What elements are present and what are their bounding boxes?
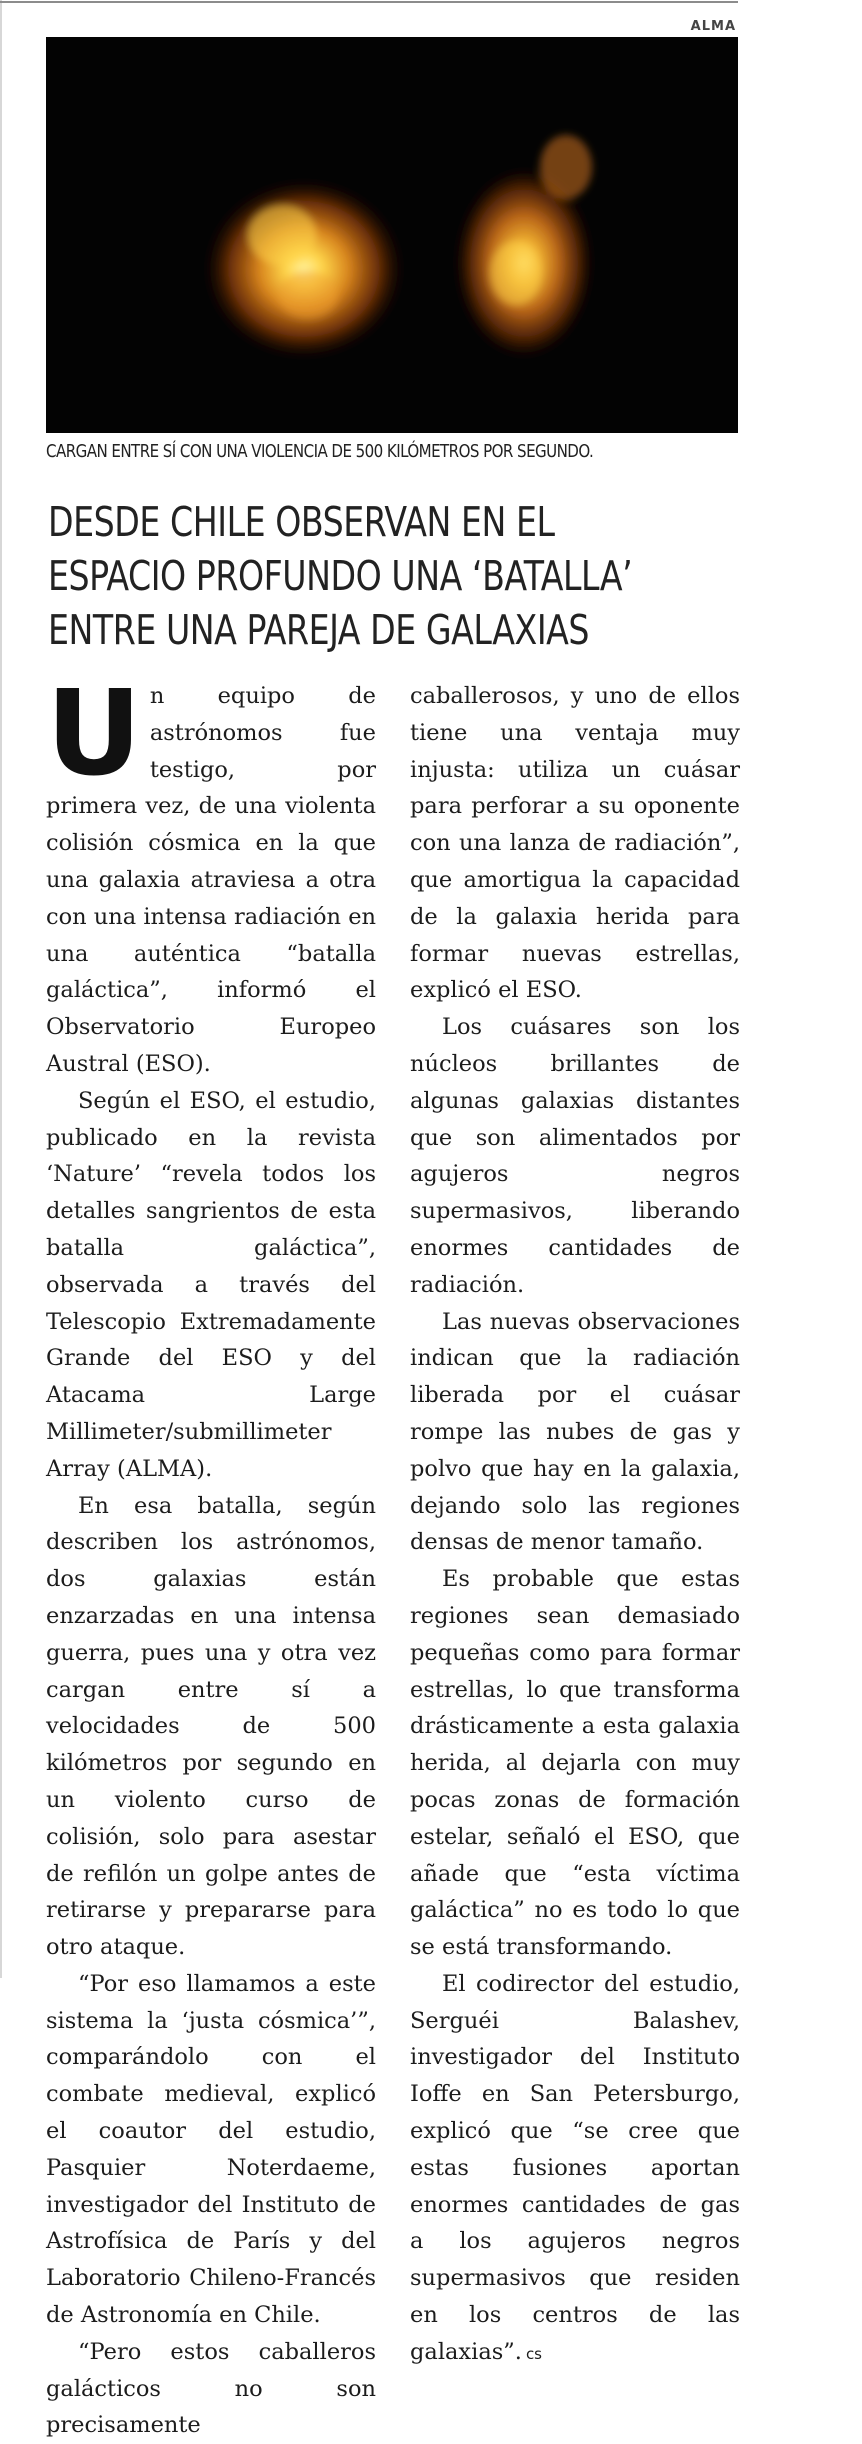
- galaxy-left: [204, 179, 404, 359]
- headline-line-2: ESPACIO PROFUNDO UNA ‘BATALLA’: [48, 552, 633, 600]
- article-column-left: [46, 664, 376, 2444]
- galaxies-image: [46, 37, 738, 433]
- top-rule: [0, 1, 738, 3]
- article-paragraph: [410, 1966, 740, 2373]
- article-paragraph: caballerosos, y uno de ellos tiene una ventaja muy injusta: utiliza un cuásar para perforar a su oponente con una lanza de radiación”, que amortigua la capacidad de la galaxia herida para formar nuevas estrellas, explicó el ESO.: [410, 683, 740, 1004]
- drop-cap: U: [46, 664, 142, 802]
- article-paragraph: Los cuásares son los núcleos brillantes de algunas galaxias distantes que son alimentados por agujeros negros supermasivos, liberando enormes cantidades de radiación.: [410, 1014, 740, 1298]
- paragraph-text: n equipo de astrónomos fue testigo, por primera vez, de una violenta colisión cósmica en la que una galaxia atraviesa a otra con una intensa radiación en una auténtica “batalla galáctica”, informó el Observatorio Europeo Austral (ESO).: [46, 683, 376, 1077]
- headline-line-3: ENTRE UNA PAREJA DE GALAXIAS: [48, 606, 590, 654]
- headline-line-1: DESDE CHILE OBSERVAN EN EL: [48, 498, 555, 546]
- galaxies-photo: [46, 37, 738, 433]
- article-paragraph: Según el ESO, el estudio, publicado en la revista ‘Nature’ “revela todos los detalles sangrientos de esta batalla galáctica”, observada a través del Telescopio Extremadamente Grande del ESO y del Atacama Large Millimeter/submillimeter Array (ALMA).: [46, 1087, 376, 1482]
- article-paragraph: “Por eso llamamos a este sistema la ‘justa cósmica’”, comparándolo con el combate medieval, explicó el coautor del estudio, Pasquier Noterdaeme, investigador del Instituto de Astrofísica de París y del Laboratorio Chileno-Francés de Astronomía en Chile.: [46, 1970, 376, 2329]
- article-column-right: [410, 678, 740, 2373]
- galaxy-right: [454, 135, 594, 359]
- end-mark: cs: [525, 2344, 542, 2363]
- photo-caption: CARGAN ENTRE SÍ CON UNA VIOLENCIA DE 500 KILÓMETROS POR SEGUNDO.: [46, 441, 594, 462]
- article-paragraph: “Pero estos caballeros galácticos no son precisamente: [46, 2338, 376, 2439]
- article-paragraph: Las nuevas observaciones indican que la radiación liberada por el cuásar rompe las nubes de gas y polvo que hay en la galaxia, dejando solo las regiones densas de menor tamaño.: [410, 1308, 740, 1556]
- headline: [48, 495, 748, 657]
- article-paragraph: En esa batalla, según describen los astrónomos, dos galaxias están enzarzadas en una intensa guerra, pues una y otra vez cargan entre sí a velocidades de 500 kilómetros por segundo en un violento curso de colisión, solo para asestar de refilón un golpe antes de retirarse y prepararse para otro ataque.: [46, 1492, 376, 1961]
- paragraph-text: El codirector del estudio, Serguéi Balashev, investigador del Instituto Ioffe en San Petersburgo, explicó que “se cree que estas fusiones aportan enormes cantidades de gas a los agujeros negros supermasivos que residen en los centros de las galaxias”.: [410, 1970, 740, 2365]
- article-paragraph: Es probable que estas regiones sean demasiado pequeñas como para formar estrellas, lo que transforma drásticamente a esta galaxia herida, al dejarla con muy pocas zonas de formación estelar, señaló el ESO, que añade que “esta víctima galáctica” no es todo lo que se está transformando.: [410, 1566, 740, 1961]
- article-paragraph: [46, 664, 376, 1083]
- page-left-border: [0, 0, 2, 1978]
- photo-credit: ALMA: [690, 19, 736, 34]
